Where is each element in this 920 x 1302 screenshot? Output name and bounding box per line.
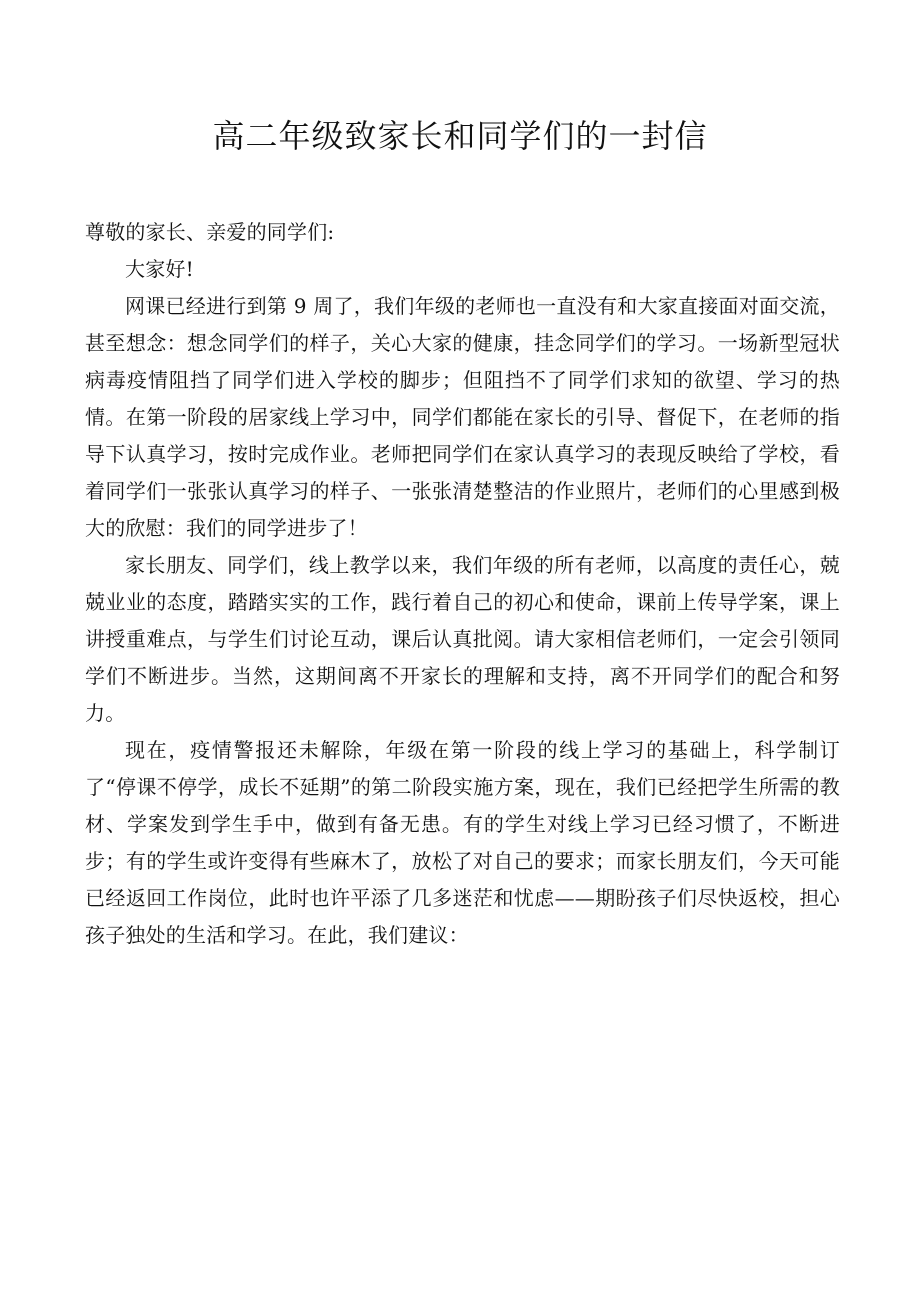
document-title: 高二年级致家长和同学们的一封信 <box>212 117 708 155</box>
salutation: 尊敬的家长、亲爱的同学们: <box>85 220 335 244</box>
letter-body <box>85 214 840 954</box>
greeting: 大家好! <box>125 257 194 281</box>
paragraph-3: 现在，疫情警报还未解除，年级在第一阶段的线上学习的基础上，科学制订了“停课不停学，成长不延期”的第二阶段实施方案，现在，我们已经把学生所需的教材、学案发到学生手中，做到有备无患。有的学生对线上学习已经习惯了，不断进步；有的学生或许变得有些麻木了，放松了对自己的要求；而家长朋友们，今天可能已经返回工作岗位，此时也许平添了几多迷茫和忧虑——期盼孩子们尽快返校，担心孩子独处的生活和学习。在此，我们建议： <box>85 738 840 947</box>
paragraph-1: 网课已经进行到第 9 周了，我们年级的老师也一直没有和大家直接面对面交流，甚至想念：想念同学们的样子，关心大家的健康，挂念同学们的学习。一场新型冠状病毒疫情阻挡了同学们进入学校的脚步；但阻挡不了同学们求知的欲望、学习的热情。在第一阶段的居家线上学习中，同学们都能在家长的引导、督促下，在老师的指导下认真学习，按时完成作业。老师把同学们在家认真学习的表现反映给了学校，看着同学们一张张认真学习的样子、一张张清楚整洁的作业照片，老师们的心里感到极大的欣慰：我们的同学进步了！ <box>85 294 840 540</box>
paragraph-2: 家长朋友、同学们，线上教学以来，我们年级的所有老师，以高度的责任心，兢兢业业的态度，踏踏实实的工作，践行着自己的初心和使命，课前上传导学案，课上讲授重难点，与学生们讨论互动，课后认真批阅。请大家相信老师们，一定会引领同学们不断进步。当然，这期间离不开家长的理解和支持，离不开同学们的配合和努力。 <box>85 553 840 725</box>
